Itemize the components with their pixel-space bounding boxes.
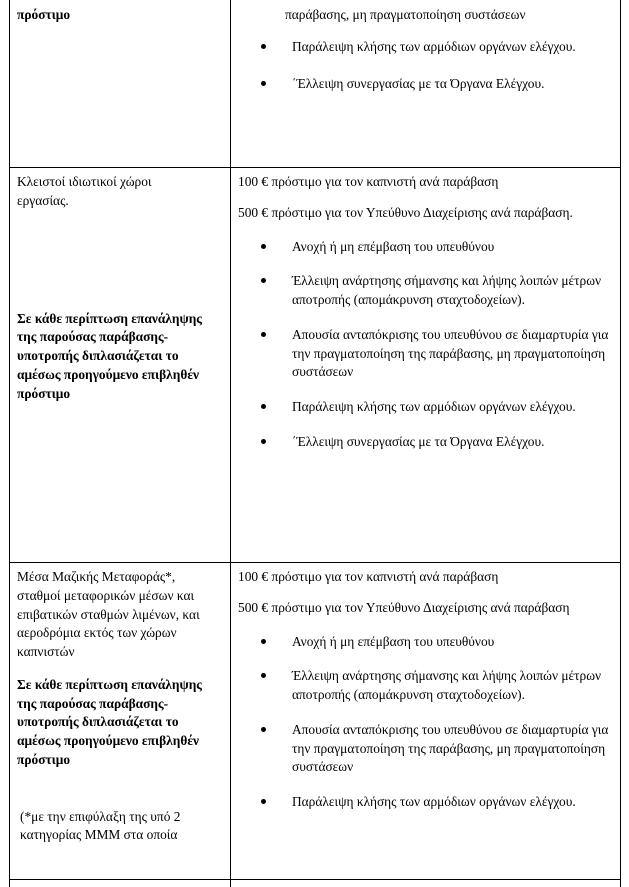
list-item: Απουσία ανταπόκρισης του υπευθύνου σε διαμαρτυρία για την πραγματοποίηση της παράβασης, μη πραγματοποίηση συστάσεων — [238, 326, 614, 382]
bullet-icon — [261, 81, 266, 86]
list-item: ΄Έλλειψη συνεργασίας με τα Όργανα Ελέγχου. — [238, 433, 614, 452]
table-border-left — [9, 0, 10, 887]
bullet-icon — [261, 799, 266, 804]
table-column-divider — [230, 0, 231, 887]
fine-manager-text: 500 € πρόστιμο για τον Υπεύθυνο Διαχείρισης ανά παράβαση — [238, 599, 570, 615]
bullet-icon — [261, 332, 266, 337]
bullet-icon — [261, 278, 266, 283]
violation-list — [238, 38, 614, 94]
bullet-icon — [261, 439, 266, 444]
row-2-left-cell — [17, 173, 222, 403]
location-text: Μέσα Μαζικής Μεταφοράς*, σταθμοί μεταφορικών μέσων και επιβατικών σταθμών λιμένων, και αεροδρόμια εκτός των χώρων καπνιστών — [17, 569, 200, 660]
violation-list — [238, 633, 614, 812]
bullet-icon — [261, 639, 266, 644]
bullet-icon — [261, 727, 266, 732]
list-item: Παράλειψη κλήσης των αρμόδιων οργάνων ελέγχου. — [238, 38, 614, 57]
row-1-left-cell — [17, 6, 222, 25]
row-1-right-cell — [238, 6, 614, 93]
list-item: Ανοχή ή μη επέμβαση του υπευθύνου — [238, 238, 614, 257]
penalty-note-bold: πρόστιμο — [17, 7, 71, 22]
location-text: Κλειστοί ιδιωτικοί χώροι εργασίας. — [17, 174, 152, 208]
row-3-right-cell — [238, 568, 614, 812]
bullet-icon — [261, 673, 266, 678]
fine-smoker-text: 100 € πρόστιμο για τον καπνιστή ανά παράβαση — [238, 569, 499, 584]
row-divider-2 — [9, 562, 621, 563]
list-item: ΄Έλλειψη συνεργασίας με τα Όργανα Ελέγχου. — [238, 75, 614, 94]
footnote-text: (*με την επιφύλαξη της υπό 2 κατηγορίας ΜΜΜ στα οποία — [20, 808, 181, 843]
table-border-right — [620, 0, 621, 887]
penalty-note-bold: Σε κάθε περίπτωση επανάληψης της παρούσας παράβασης-υποτροπής διπλασιάζεται το αμέσως προηγούμενο επιβληθέν πρόστιμο — [17, 310, 202, 401]
list-item: Έλλειψη ανάρτησης σήμανσης και λήψης λοιπών μέτρων αποτροπής (απομάκρυνση σταχτοδοχείων). — [238, 667, 614, 705]
list-item: Παράλειψη κλήσης των αρμόδιων οργάνων ελέγχου. — [238, 398, 614, 417]
row-3-left-cell — [17, 568, 222, 845]
list-item: Απουσία ανταπόκρισης του υπευθύνου σε διαμαρτυρία για την πραγματοποίηση της παράβασης, μη πραγματοποίηση συστάσεων — [238, 721, 614, 777]
fine-smoker-text: 100 € πρόστιμο για τον καπνιστή ανά παράβαση — [238, 174, 499, 189]
violation-list — [238, 238, 614, 452]
bullet-icon — [261, 44, 266, 49]
bullet-continuation-text: παράβασης, μη πραγματοποίηση συστάσεων — [285, 7, 526, 22]
bullet-icon — [261, 244, 266, 249]
list-item: Έλλειψη ανάρτησης σήμανσης και λήψης λοιπών μέτρων αποτροπής (απομάκρυνση σταχτοδοχείων). — [238, 272, 614, 310]
bullet-icon — [261, 404, 266, 409]
list-item: Παράλειψη κλήσης των αρμόδιων οργάνων ελέγχου. — [238, 793, 614, 812]
row-divider-1 — [9, 167, 621, 168]
table-border-bottom — [9, 879, 621, 880]
row-2-right-cell — [238, 173, 614, 452]
penalty-note-bold: Σε κάθε περίπτωση επανάληψης της παρούσας παράβασης-υποτροπής διπλασιάζεται το αμέσως προηγούμενο επιβληθέν πρόστιμο — [17, 676, 202, 767]
list-item: Ανοχή ή μη επέμβαση του υπευθύνου — [238, 633, 614, 652]
fine-manager-text: 500 € πρόστιμο για τον Υπεύθυνο Διαχείρισης ανά παράβαση. — [238, 204, 573, 220]
